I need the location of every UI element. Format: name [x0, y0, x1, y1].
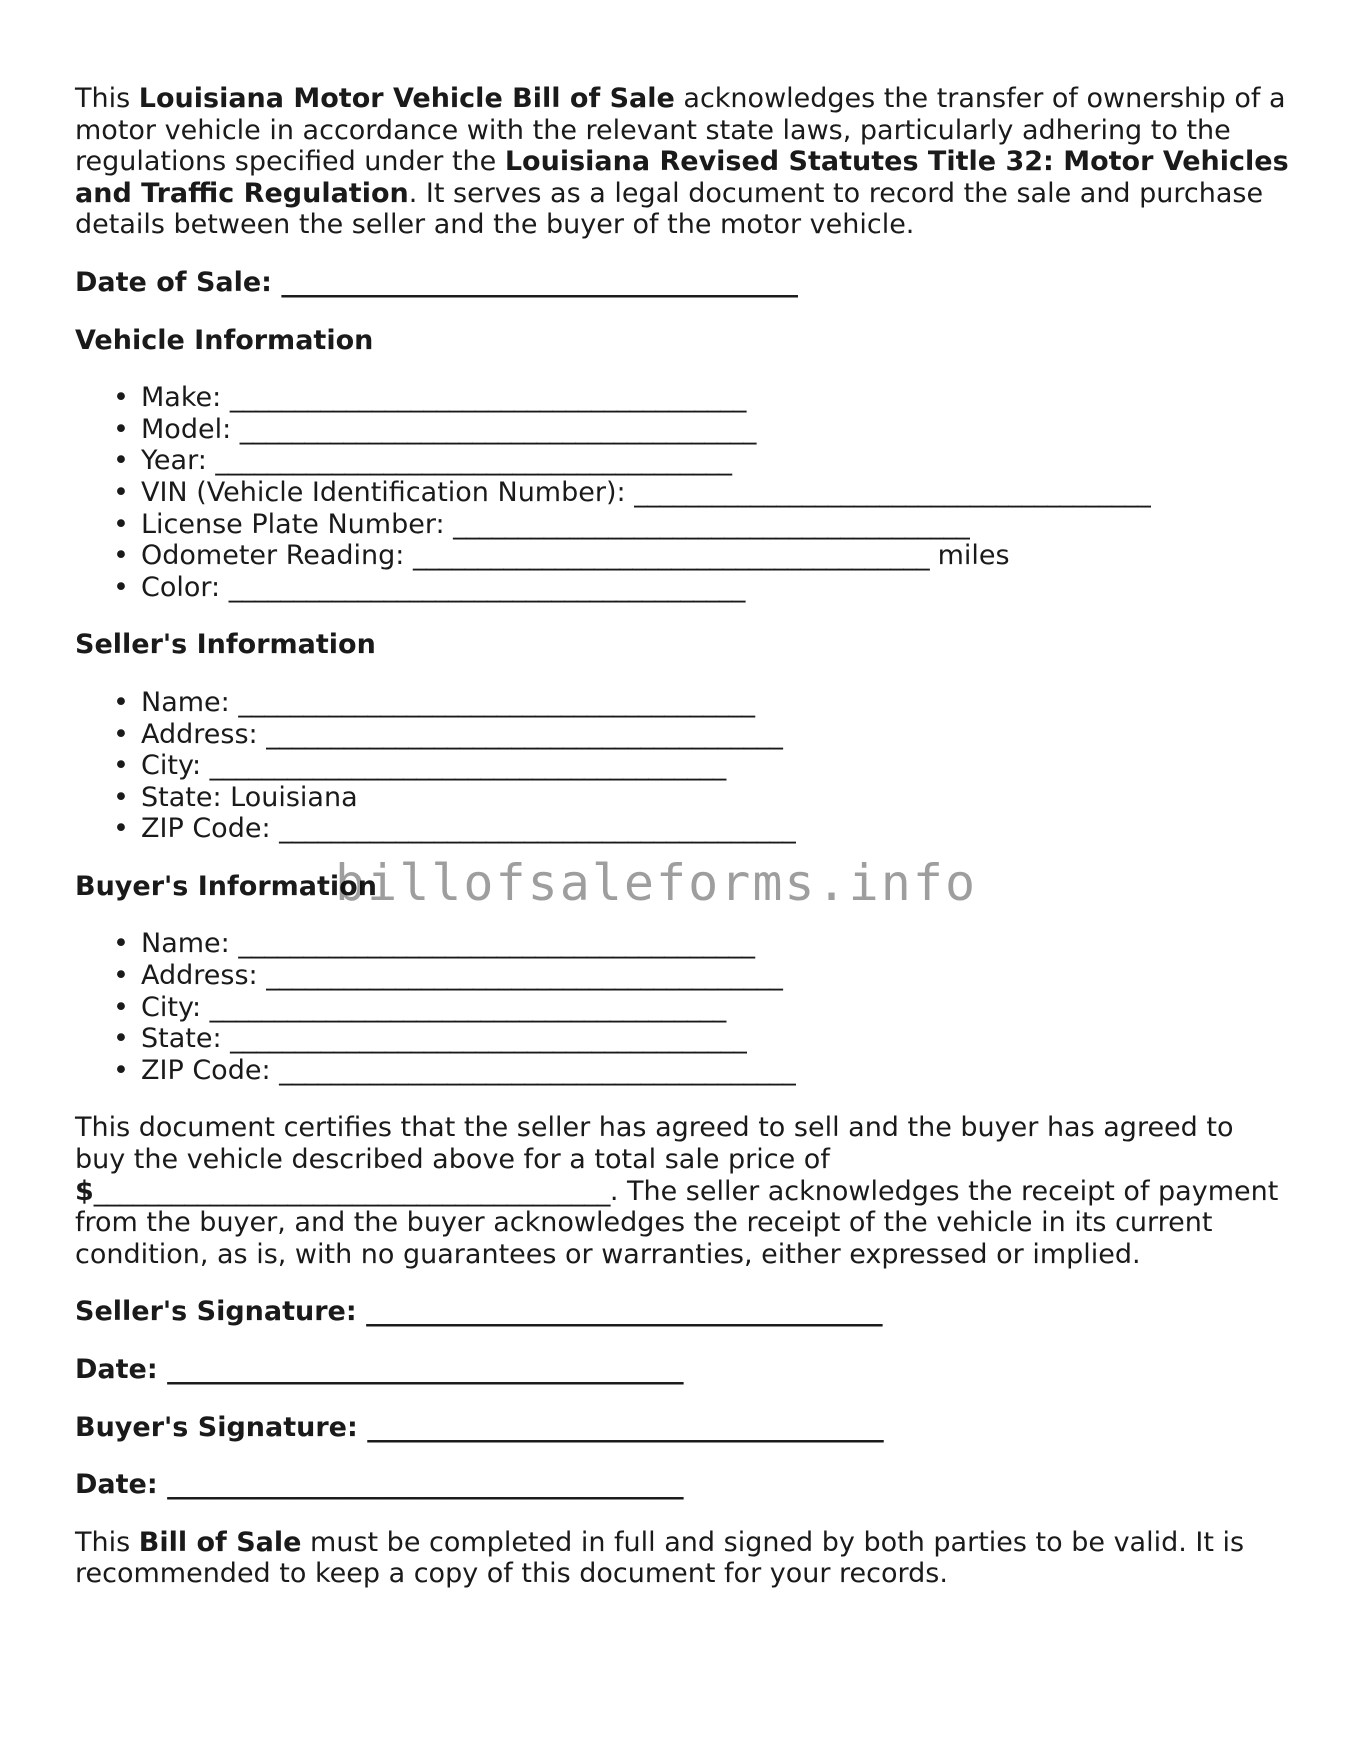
seller-address-blank[interactable]: ________________________________________: [266, 718, 783, 750]
seller-information-heading: Seller's Information: [75, 629, 376, 661]
seller-name-label: Name:: [141, 686, 230, 718]
certification-text: This document certifies that the seller has agreed to sell and the buyer has agreed to buy the vehicle described above for a total sale price of: [75, 1112, 1234, 1176]
seller-zip-label: ZIP Code:: [141, 813, 271, 845]
footer-text: This: [75, 1526, 139, 1558]
seller-city-label: City:: [141, 750, 202, 782]
buyer-zip-label: ZIP Code:: [141, 1054, 271, 1086]
date-of-sale-label: Date of Sale:: [75, 266, 272, 298]
year-blank[interactable]: ________________________________________: [215, 445, 732, 477]
date-of-sale-blank[interactable]: ________________________________________: [281, 266, 798, 298]
seller-name-blank[interactable]: ________________________________________: [238, 686, 755, 718]
bill-of-sale-document: [75, 83, 1290, 1590]
intro-text: This: [75, 83, 139, 114]
list-item: [141, 928, 1290, 960]
list-item: [141, 414, 1290, 446]
intro-bold-title: Louisiana Motor Vehicle Bill of Sale: [138, 83, 675, 114]
list-item: [141, 382, 1290, 414]
footer-text: must be completed in full and signed by both parties to be valid. It is recommended to keep a copy of this document for your records.: [75, 1526, 1245, 1590]
buyer-state-label: State:: [141, 1023, 222, 1055]
vehicle-information-list: [75, 382, 1290, 603]
vehicle-information-heading: Vehicle Information: [75, 324, 374, 356]
list-item: [141, 687, 1290, 719]
list-item: [141, 1023, 1290, 1055]
model-blank[interactable]: ________________________________________: [239, 413, 756, 445]
list-item: [141, 782, 1290, 814]
buyer-address-blank[interactable]: ________________________________________: [266, 960, 783, 992]
year-label: Year:: [141, 445, 207, 477]
seller-date-field: [75, 1354, 1290, 1386]
buyer-name-blank[interactable]: ________________________________________: [238, 928, 755, 960]
list-item: [141, 1055, 1290, 1087]
seller-date-blank[interactable]: ________________________________________: [167, 1354, 684, 1385]
buyer-signature-label: Buyer's Signature:: [75, 1411, 358, 1443]
seller-address-label: Address:: [141, 718, 258, 750]
buyer-date-field: [75, 1469, 1290, 1501]
odometer-blank[interactable]: ________________________________________: [413, 540, 930, 572]
intro-text: acknowledges the transfer of ownership of a motor vehicle in accordance with the relevant state laws, particularly adhering to the regulations specified under the: [75, 83, 1286, 178]
buyer-date-label: Date:: [75, 1469, 158, 1501]
seller-signature-blank[interactable]: ________________________________________: [366, 1296, 883, 1328]
buyer-date-blank[interactable]: ________________________________________: [167, 1469, 684, 1501]
buyer-city-label: City:: [141, 991, 202, 1023]
buyer-city-blank[interactable]: ________________________________________: [209, 991, 726, 1023]
seller-state-label: State: Louisiana: [141, 781, 358, 813]
model-label: Model:: [141, 413, 232, 445]
list-item: [141, 477, 1290, 509]
dollar-sign: $: [75, 1175, 94, 1207]
list-item: [141, 509, 1290, 541]
buyer-name-label: Name:: [141, 928, 230, 960]
buyer-signature-blank[interactable]: ________________________________________: [367, 1411, 884, 1443]
buyer-information-heading: Buyer's Information: [75, 870, 377, 902]
intro-bold-statute: Louisiana Revised Statutes Title 32: Motor Vehicles and Traffic Regulation: [75, 146, 1289, 209]
seller-information-list: [75, 687, 1290, 845]
buyer-state-blank[interactable]: ________________________________________: [230, 1023, 747, 1055]
seller-date-label: Date:: [75, 1354, 158, 1385]
footer-paragraph: [75, 1527, 1290, 1590]
seller-city-blank[interactable]: ________________________________________: [209, 750, 726, 782]
list-item: [141, 992, 1290, 1024]
seller-signature-label: Seller's Signature:: [75, 1296, 357, 1328]
footer-bold: Bill of Sale: [138, 1526, 302, 1558]
sale-price-blank[interactable]: ________________________________________: [93, 1175, 610, 1207]
license-plate-label: License Plate Number:: [141, 508, 445, 540]
list-item: [141, 540, 1290, 572]
vin-blank[interactable]: ________________________________________: [634, 476, 1151, 508]
list-item: [141, 719, 1290, 751]
make-label: Make:: [141, 382, 222, 414]
watermark: billofsaleforms.info: [335, 854, 978, 912]
buyer-signature-field: [75, 1412, 1290, 1444]
seller-zip-blank[interactable]: ________________________________________: [279, 813, 796, 845]
color-blank[interactable]: ________________________________________: [228, 571, 745, 603]
vin-label: VIN (Vehicle Identification Number):: [141, 476, 626, 508]
date-of-sale-field: [75, 267, 1290, 299]
list-item: [141, 813, 1290, 845]
seller-signature-field: [75, 1296, 1290, 1328]
list-item: [141, 445, 1290, 477]
license-plate-blank[interactable]: ________________________________________: [453, 508, 970, 540]
list-item: [141, 572, 1290, 604]
odometer-label: Odometer Reading:: [141, 540, 405, 572]
intro-text: . It serves as a legal document to record the sale and purchase details between the seller and the buyer of the motor vehicle.: [75, 177, 1264, 241]
odometer-unit: miles: [937, 540, 1010, 572]
certification-paragraph: [75, 1112, 1290, 1270]
certification-text: . The seller acknowledges the receipt of payment from the buyer, and the buyer acknowledges the receipt of the vehicle in its current condition, as is, with no guarantees or warranties, either expressed or implied.: [75, 1175, 1279, 1270]
make-blank[interactable]: ________________________________________: [229, 382, 746, 414]
intro-paragraph: [75, 83, 1290, 241]
list-item: [141, 960, 1290, 992]
buyer-address-label: Address:: [141, 960, 258, 992]
buyer-information-list: [75, 928, 1290, 1086]
color-label: Color:: [141, 571, 221, 603]
list-item: [141, 750, 1290, 782]
buyer-zip-blank[interactable]: ________________________________________: [279, 1054, 796, 1086]
